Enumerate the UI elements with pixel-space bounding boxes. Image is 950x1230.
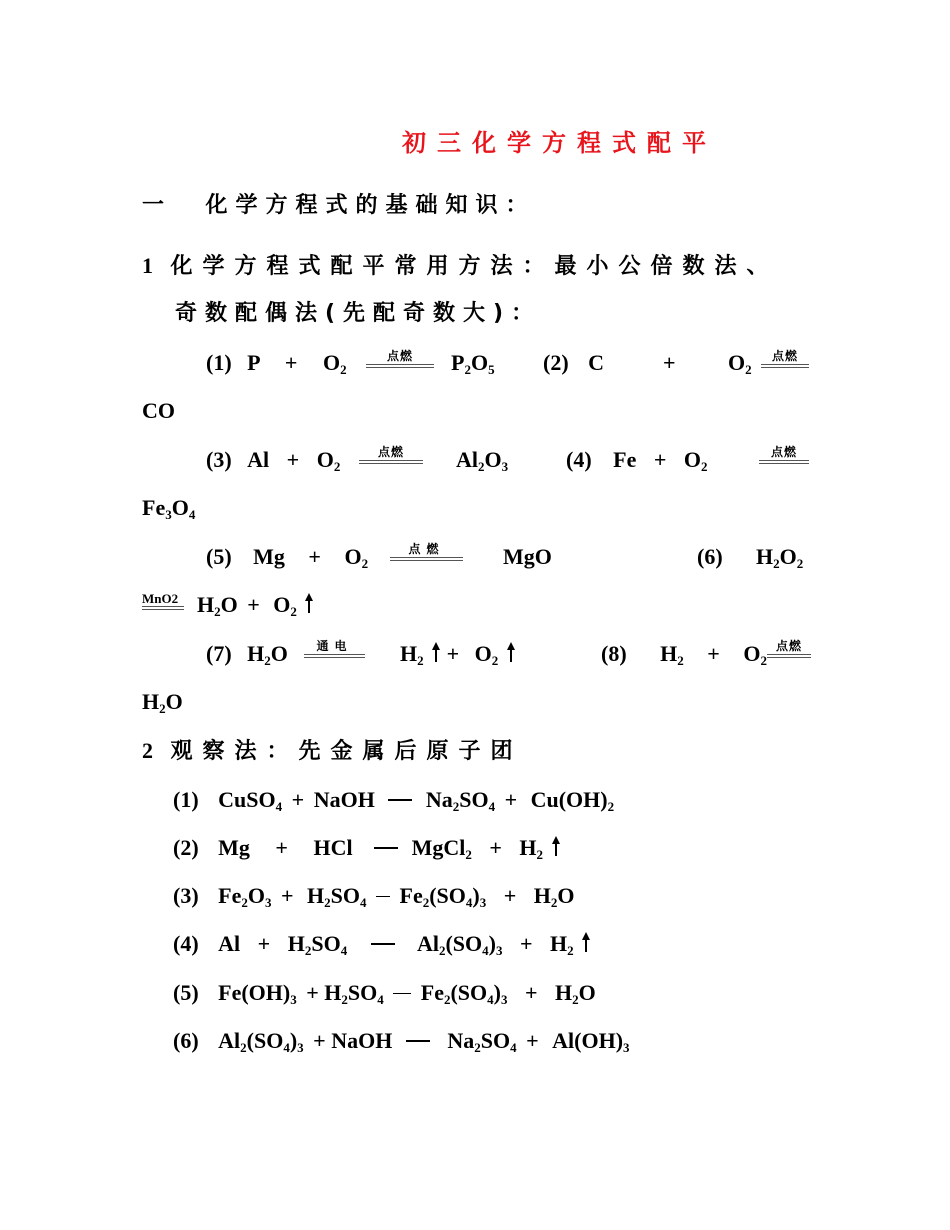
reactant: $H_2O_2$: [756, 544, 804, 571]
plus-sign: +: [707, 641, 720, 666]
method-subtitle: 奇数配偶法(先配奇数大)：: [175, 301, 542, 326]
method-number: 1: [142, 253, 153, 278]
reactant: $H_2O$: [247, 641, 288, 668]
reactant: $O_2$: [344, 544, 369, 571]
condition-label: 通电: [316, 639, 353, 653]
gas-arrow-icon: [581, 931, 591, 953]
equation-label: (3): [173, 883, 199, 908]
product: $H_2O$: [142, 689, 183, 716]
observation-equation-1: (1) CuSO$_4$ + NaOH $Na_2SO_4 + Cu(OH)_2$: [173, 787, 615, 814]
product: MgO: [503, 544, 552, 569]
reactant: P: [247, 350, 260, 375]
equation-label: (3): [206, 447, 232, 472]
equation-label: (4): [566, 447, 592, 472]
plus-sign: +: [446, 641, 460, 666]
condition-arrow: [759, 446, 809, 468]
observation-equation-2: (2) Mg + HCl MgCl$_2$ + $H_2$: [173, 834, 561, 862]
reactant: $O_2$: [322, 350, 347, 377]
gas-arrow-icon: [551, 835, 561, 857]
section-heading: [142, 191, 536, 220]
products: [400, 640, 516, 668]
plus-sign: +: [284, 350, 298, 375]
condition-label: MnO2: [142, 591, 179, 606]
condition-label: 点燃: [775, 639, 802, 653]
condition-arrow: [359, 446, 423, 468]
condition-label: 点燃: [771, 349, 798, 363]
product: $O_2$: [273, 592, 297, 619]
gas-arrow-icon: [304, 592, 314, 614]
product: $Al_2O_3$: [456, 447, 509, 474]
equation-label: (2): [543, 350, 569, 375]
observation-equation-3: (3) $Fe_2O_3 + H_2SO_4$ $Fe_2(SO_4)_3 + H_2O$: [173, 883, 575, 910]
gas-arrow-icon: [506, 641, 516, 663]
plus-sign: +: [308, 544, 321, 569]
reactant: Mg: [253, 544, 285, 569]
reactant: C: [588, 350, 605, 375]
equation-label: (8): [601, 641, 627, 666]
equation-label: (5): [173, 980, 199, 1005]
condition-arrow: [390, 543, 463, 565]
plus-sign: +: [286, 447, 300, 472]
reactant: Fe: [613, 447, 637, 472]
condition-arrow: [142, 592, 184, 614]
observation-equation-6: (6) $Al_2(SO_4)_3$ + NaOH $Na_2SO_4 + Al(OH)_3$: [173, 1028, 630, 1055]
product: CO: [142, 398, 175, 423]
equation-label: (2): [173, 835, 199, 860]
reactant: $O_2$: [743, 641, 767, 668]
equation-5: [206, 543, 368, 571]
gas-arrow-icon: [431, 641, 441, 663]
plus-sign: +: [663, 350, 676, 375]
product: $H_2$: [400, 641, 424, 668]
page-title: 初三化学方程式配平: [402, 129, 717, 157]
products: [197, 591, 314, 619]
method-heading: [142, 737, 523, 766]
method-number: 2: [142, 738, 153, 763]
product: $O_2$: [474, 641, 499, 668]
condition-arrow: [366, 350, 434, 372]
reactant: $O_2$: [728, 350, 752, 377]
equation-7: [206, 640, 288, 668]
equation-label: (7): [206, 641, 232, 666]
condition-label: 点燃: [386, 349, 413, 363]
reactant: Al: [247, 447, 270, 472]
product: $P_2O_5$: [451, 350, 495, 377]
equation-label: (5): [206, 544, 232, 569]
equation-6: [697, 543, 723, 571]
equation-label: (1): [173, 787, 199, 812]
product: $H_2O$: [197, 592, 238, 619]
condition-arrow: [761, 350, 809, 372]
method-title: 观察法：先金属后原子团: [170, 739, 523, 764]
reactant: $H_2$: [660, 641, 684, 668]
observation-equation-4: (4) $Al + H_2SO_4$ $Al_2(SO_4)_3 + H_2$: [173, 930, 591, 958]
condition-label: 点燃: [408, 542, 445, 556]
plus-sign: +: [247, 592, 260, 617]
equation-3: [206, 446, 340, 474]
equation-2: [543, 349, 604, 377]
method-title: 化学方程式配平常用方法：最小公倍数法、: [170, 254, 779, 279]
reactant: $O_2$: [683, 447, 708, 474]
observation-equation-5: (5) $Fe(OH)_3 + H_2SO_4$ $Fe_2(SO_4)_3 + H_2O$: [173, 980, 596, 1007]
equation-4: [566, 446, 708, 474]
section-title: 化学方程式的基础知识：: [205, 193, 536, 218]
method-heading: [142, 252, 779, 281]
equation-1: [206, 349, 347, 377]
equation-label: (6): [697, 544, 723, 569]
equation-label: (6): [173, 1028, 199, 1053]
condition-label: 点燃: [377, 445, 404, 459]
equation-label: (1): [206, 350, 232, 375]
condition-label: 点燃: [770, 445, 797, 459]
equation-8: [601, 640, 767, 668]
product: $Fe_3O_4$: [142, 495, 196, 522]
condition-arrow: [304, 640, 365, 662]
plus-sign: +: [653, 447, 667, 472]
equation-label: (4): [173, 931, 199, 956]
condition-arrow: [767, 640, 811, 662]
section-number: 一: [142, 193, 173, 218]
reactant: $O_2$: [316, 447, 341, 474]
